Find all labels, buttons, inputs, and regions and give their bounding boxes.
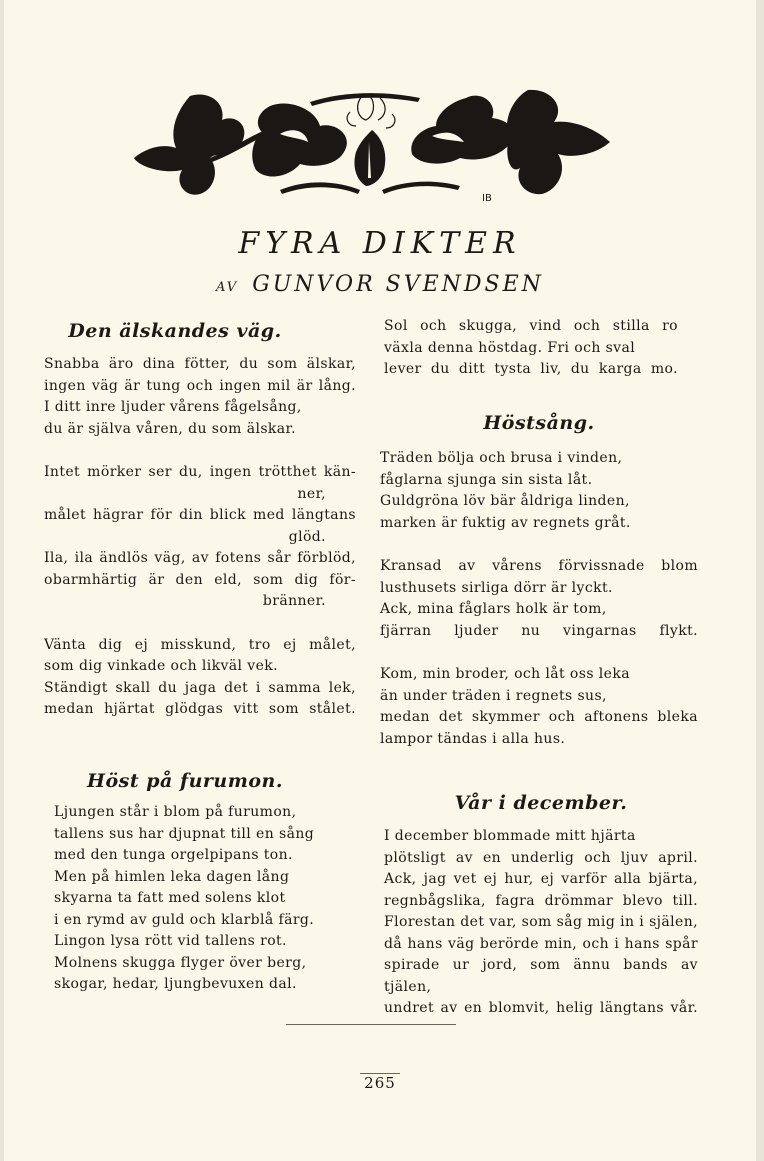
poem-line: I december blommade mitt hjärta <box>384 828 636 844</box>
poem-line: obarmhärtig är den eld, som dig för- <box>44 571 356 588</box>
page-number <box>4 1074 756 1092</box>
ivy-ornament-icon <box>130 86 614 208</box>
poem-line: medan det skymmer och aftonens bleka <box>380 709 698 725</box>
stanza <box>380 448 698 534</box>
poem-line: Intet mörker ser du, ingen trötthet kän- <box>44 464 356 480</box>
poem-title: Höst på furumon. <box>87 770 283 792</box>
poem-line: i en rymd av guld och klarblå färg. <box>54 911 315 928</box>
poem-line: skogar, hedar, ljungbevuxen dal. <box>54 976 297 992</box>
poem-line: Ila, ila ändlös väg, av fotens sår förblöd, <box>44 550 356 566</box>
poem-line: marken är fuktig av regnets gråt. <box>380 514 631 531</box>
page <box>4 0 756 1161</box>
poem-line: Florestan det var, som såg mig in i själen, <box>384 914 698 930</box>
stanza <box>380 664 698 750</box>
poem-line: Men på himlen leka dagen lång <box>54 868 290 885</box>
poem-line: Snabba äro dina fötter, du som älskar, <box>44 356 356 372</box>
poem-line: spirade ur jord, som ännu bands av tjälen, <box>384 957 698 995</box>
author-name: GUNVOR SVENDSEN <box>252 272 544 297</box>
poem-1 <box>44 316 356 721</box>
poem-line: regnbågslika, fagra drömmar blevo till. <box>384 892 698 909</box>
poem-line: Ack, mina fåglars holk är tom, <box>380 601 607 617</box>
stanza <box>384 826 698 1020</box>
poem-title: Vår i december. <box>454 792 628 814</box>
page-number-text: 265 <box>360 1073 400 1092</box>
poem-line: Kom, min broder, och låt oss leka <box>380 666 630 682</box>
byline <box>4 272 756 297</box>
poem-line: plötsligt av en underlig och ljuv april. <box>384 849 698 866</box>
poem-line: fåglarna sjunga sin sista låt. <box>380 471 593 488</box>
divider <box>286 1024 456 1025</box>
poem-line: du är själva våren, du som älskar. <box>44 420 296 437</box>
poem-line: fjärran ljuder nu vingarnas flykt. <box>380 622 698 639</box>
byline-av: AV <box>216 280 239 295</box>
poem-line: medan hjärtat glödgas vitt som stålet. <box>44 701 356 717</box>
poem-line: bränner. <box>262 593 326 609</box>
poem-line: I ditt inre ljuder vårens fågelsång, <box>44 399 302 415</box>
stanza <box>54 802 346 996</box>
poem-line: Träden bölja och brusa i vinden, <box>380 450 623 466</box>
poem-line: Ljungen står i blom på furumon, <box>54 804 297 820</box>
poem-3 <box>380 408 698 750</box>
poem-4 <box>384 788 698 1020</box>
poem-line: Lingon lysa rött vid tallens rot. <box>54 933 287 949</box>
poem-line: Ack, jag vet ej hur, ej varför alla bjärta, <box>384 871 698 887</box>
poem-line: som dig vinkade och likväl vek. <box>44 658 279 674</box>
poem-line: Molnens skugga flyger över berg, <box>54 954 307 971</box>
poem-2-continued <box>384 316 678 381</box>
poem-title: Höstsång. <box>483 412 595 434</box>
poem-line: då hans väg berörde min, och i hans spår <box>384 935 698 952</box>
poem-line: Sol och skugga, vind och stilla ro <box>384 318 678 334</box>
poem-line: ingen väg är tung och ingen mil är lång. <box>44 377 356 394</box>
stanza <box>44 635 356 721</box>
poem-line: lever du ditt tysta liv, du karga mo. <box>384 361 678 377</box>
poem-title: Den älskandes väg. <box>68 320 282 342</box>
poem-line: med den tunga orgelpipans ton. <box>54 847 293 863</box>
poem-line: undret av en blomvit, helig längtans vår. <box>384 1000 698 1016</box>
stanza <box>44 462 356 613</box>
page-title: FYRA DIKTER <box>238 226 522 261</box>
poem-line: tallens sus har djupnat till en sång <box>54 825 315 842</box>
poem-line: lusthusets sirliga dörr är lyckt. <box>380 579 613 596</box>
poem-line: glöd. <box>288 528 326 545</box>
poem-line: Guldgröna löv bär åldriga linden, <box>380 493 630 509</box>
poem-line: skyarna ta fatt med solens klot <box>54 890 286 906</box>
poem-line: än under träden i regnets sus, <box>380 687 607 704</box>
poem-line: växla denna höstdag. Fri och sval <box>384 339 636 356</box>
poem-line: Ständigt skall du jaga det i samma lek, <box>44 679 356 696</box>
poem-2 <box>54 766 346 996</box>
poem-line: ner, <box>297 485 326 502</box>
poem-line: målet hägrar för din blick med längtans <box>44 507 356 523</box>
poem-line: lampor tändas i alla hus. <box>380 730 566 747</box>
stanza <box>380 556 698 642</box>
poem-line: Vänta dig ej misskund, tro ej målet, <box>44 636 356 653</box>
poem-line: Kransad av vårens förvissnade blom <box>380 558 698 574</box>
stanza <box>44 354 356 440</box>
monogram: IB <box>482 193 492 204</box>
